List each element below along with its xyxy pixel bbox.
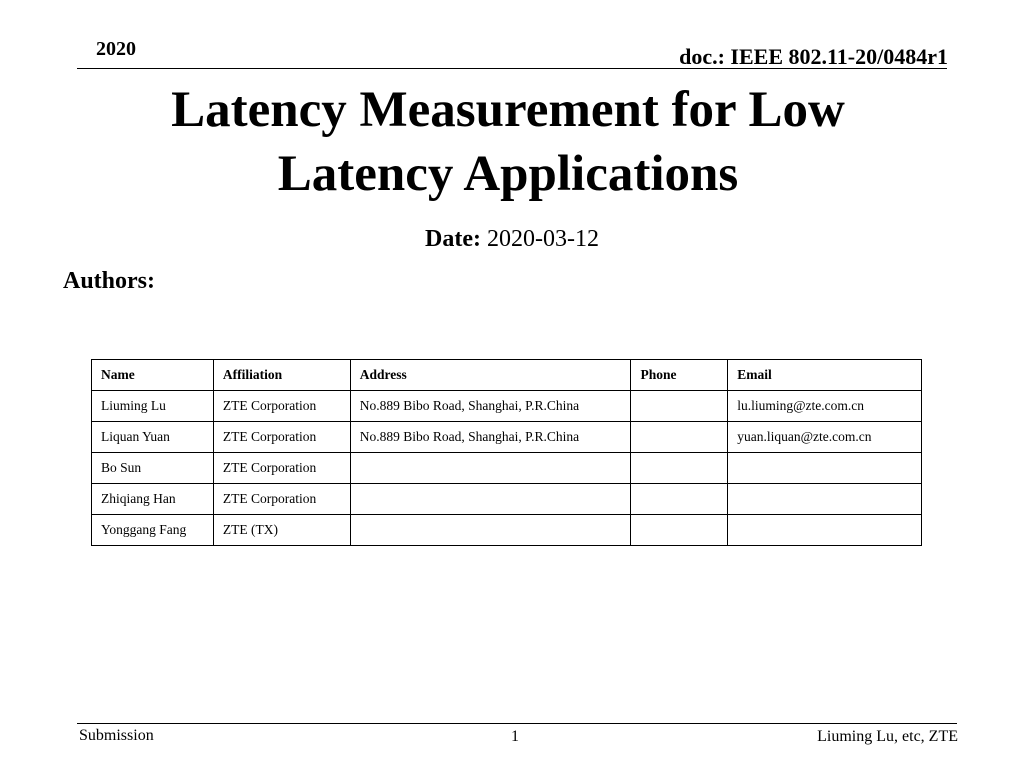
author-phone: [631, 422, 728, 453]
column-header: Affiliation: [213, 360, 350, 391]
author-email: [728, 515, 922, 546]
table-row: [92, 391, 922, 422]
author-address: [350, 453, 631, 484]
column-header: Address: [350, 360, 631, 391]
slide-title: Latency Measurement for Low Latency Applications: [171, 82, 845, 202]
footer-divider: [77, 723, 957, 724]
author-email: lu.liuming@zte.com.cn: [728, 391, 922, 422]
author-name: Zhiqiang Han: [92, 484, 214, 515]
author-email: yuan.liquan@zte.com.cn: [728, 422, 922, 453]
table-row: [92, 422, 922, 453]
footer-author: Liuming Lu, etc, ZTE: [817, 728, 958, 745]
author-phone: [631, 484, 728, 515]
author-affiliation: ZTE Corporation: [213, 391, 350, 422]
author-phone: [631, 515, 728, 546]
author-name: Bo Sun: [92, 453, 214, 484]
author-phone: [631, 391, 728, 422]
author-address: [350, 515, 631, 546]
column-header: Email: [728, 360, 922, 391]
table-row: [92, 453, 922, 484]
author-affiliation: ZTE Corporation: [213, 422, 350, 453]
author-address: No.889 Bibo Road, Shanghai, P.R.China: [350, 391, 631, 422]
footer-page-number: 1: [511, 728, 519, 745]
author-affiliation: ZTE Corporation: [213, 453, 350, 484]
table-row: [92, 484, 922, 515]
authors-heading: Authors:: [63, 268, 156, 294]
header-year: 2020: [96, 38, 136, 60]
table-row: [92, 515, 922, 546]
author-email: [728, 484, 922, 515]
table-header-row: [92, 360, 922, 391]
header-divider: [77, 68, 947, 69]
header-doc-id: doc.: IEEE 802.11-20/0484r1: [679, 44, 948, 69]
date-value: 2020-03-12: [486, 226, 599, 252]
author-phone: [631, 453, 728, 484]
date-label: Date:: [425, 226, 481, 252]
author-name: Liuming Lu: [92, 391, 214, 422]
author-affiliation: ZTE Corporation: [213, 484, 350, 515]
column-header: Phone: [631, 360, 728, 391]
date-line: [0, 226, 1024, 253]
author-email: [728, 453, 922, 484]
column-header: Name: [92, 360, 214, 391]
author-address: No.889 Bibo Road, Shanghai, P.R.China: [350, 422, 631, 453]
author-name: Liquan Yuan: [92, 422, 214, 453]
author-address: [350, 484, 631, 515]
author-affiliation: ZTE (TX): [213, 515, 350, 546]
authors-table: [91, 359, 922, 546]
footer-submission: Submission: [79, 727, 154, 744]
author-name: Yonggang Fang: [92, 515, 214, 546]
